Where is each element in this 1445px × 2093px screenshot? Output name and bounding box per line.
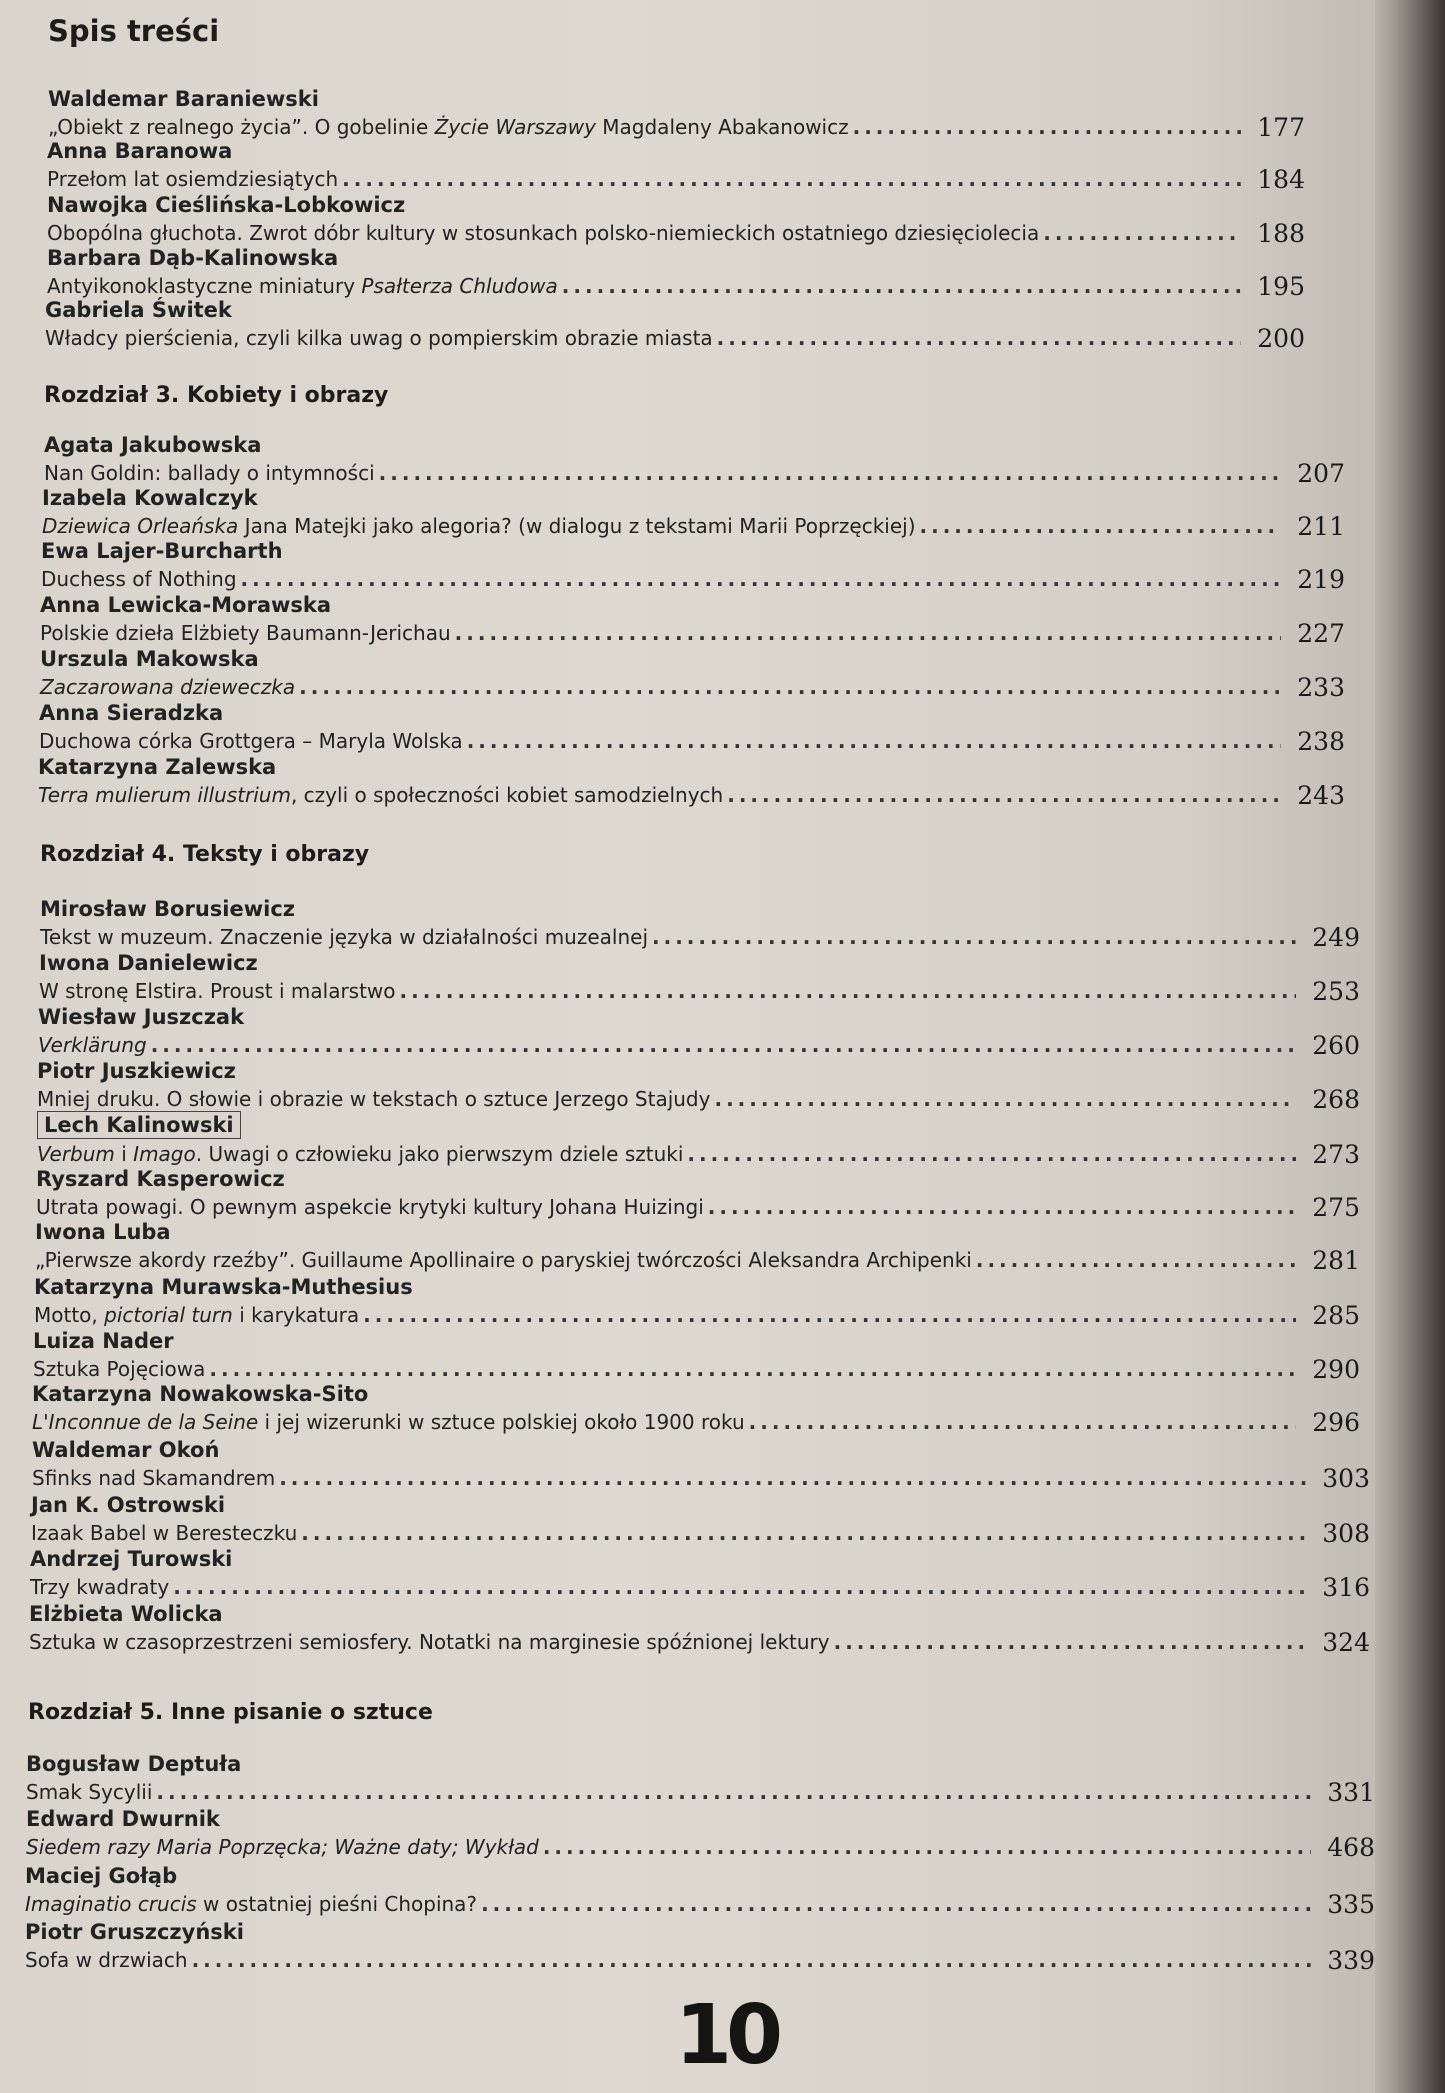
toc-entry xyxy=(26,1806,1375,1860)
dot-leader xyxy=(241,566,1281,592)
toc-entry xyxy=(31,1492,1370,1546)
toc-entry xyxy=(44,432,1345,486)
entry-title: Verklärung xyxy=(38,1033,147,1057)
entry-page-number: 303 xyxy=(1322,1464,1370,1493)
entry-title: Władcy pierścienia, czyli kilka uwag o pompierskim obrazie miasta xyxy=(45,326,713,350)
entry-page-number: 335 xyxy=(1327,1890,1375,1919)
entry-title: Verbum i Imago. Uwagi o człowieku jako pierwszym dziele sztuki xyxy=(37,1142,684,1166)
entry-page-number: 260 xyxy=(1312,1031,1360,1060)
toc-entry xyxy=(38,754,1345,808)
entry-title: Izaak Babel w Beresteczku xyxy=(31,1521,298,1545)
entry-author: Maciej Gołąb xyxy=(25,1864,178,1888)
entry-author: Piotr Juszkiewicz xyxy=(37,1059,236,1083)
entry-title: Smak Sycylii xyxy=(26,1780,153,1804)
toc-entry xyxy=(40,646,1345,700)
entry-title: „Obiekt z realnego życia”. O gobelinie Życie Warszawy Magdaleny Abakanowicz xyxy=(48,115,849,139)
toc-entry xyxy=(47,138,1305,192)
entry-author: Barbara Dąb-Kalinowska xyxy=(47,246,339,270)
dot-leader xyxy=(920,513,1281,539)
entry-page-number: 195 xyxy=(1257,272,1305,301)
entry-title: Duchowa córka Grottgera – Maryla Wolska xyxy=(39,729,463,753)
chapter-heading: Rozdział 4. Teksty i obrazy xyxy=(40,842,370,867)
entry-author: Agata Jakubowska xyxy=(44,433,262,457)
entry-page-number: 243 xyxy=(1297,781,1345,810)
toc-entry xyxy=(40,592,1345,646)
entry-author: Gabriela Świtek xyxy=(45,298,232,322)
entry-page-number: 249 xyxy=(1312,923,1360,952)
entry-page-number: 211 xyxy=(1297,512,1345,541)
dot-leader xyxy=(342,166,1241,192)
chapter-heading: Rozdział 3. Kobiety i obrazy xyxy=(44,383,389,408)
entry-author: Iwona Luba xyxy=(35,1220,171,1244)
entry-author: Andrzej Turowski xyxy=(30,1547,233,1571)
entry-page-number: 285 xyxy=(1312,1301,1360,1330)
dot-leader xyxy=(173,1574,1306,1600)
entry-title: Sfinks nad Skamandrem xyxy=(32,1466,276,1490)
toc-entry xyxy=(34,1274,1360,1328)
entry-author: Elżbieta Wolicka xyxy=(29,1602,223,1626)
entry-author: Jan K. Ostrowski xyxy=(31,1493,226,1517)
entry-author: Urszula Makowska xyxy=(40,647,259,671)
dot-leader xyxy=(279,1465,1306,1491)
toc-entry xyxy=(26,1751,1375,1805)
chapter-heading: Rozdział 5. Inne pisanie o sztuce xyxy=(28,1700,433,1725)
toc-entry xyxy=(37,1058,1360,1112)
toc-entry xyxy=(41,538,1345,592)
dot-leader xyxy=(1043,220,1241,246)
entry-author: Iwona Danielewicz xyxy=(39,951,258,975)
entry-title: Utrata powagi. O pewnym aspekcie krytyki kultury Johana Huizingi xyxy=(36,1195,704,1219)
toc-entry xyxy=(39,700,1345,754)
entry-page-number: 296 xyxy=(1312,1408,1360,1437)
toc-entry xyxy=(29,1601,1370,1655)
entry-page-number: 238 xyxy=(1297,727,1345,756)
entry-author: Wiesław Juszczak xyxy=(38,1005,245,1029)
toc-entry xyxy=(47,245,1305,299)
toc-entry xyxy=(48,86,1305,140)
entry-page-number: 281 xyxy=(1312,1246,1360,1275)
entry-title: Motto, pictorial turn i karykatura xyxy=(34,1303,360,1327)
dot-leader xyxy=(192,1947,1311,1973)
entry-title: Zaczarowana dzieweczka xyxy=(40,675,296,699)
toc-entry xyxy=(38,1004,1360,1058)
toc-entry xyxy=(39,950,1360,1004)
dot-leader xyxy=(708,1194,1296,1220)
entry-author: Piotr Gruszczyński xyxy=(25,1920,244,1944)
page-number: 10 xyxy=(675,1988,778,2083)
entry-page-number: 184 xyxy=(1257,165,1305,194)
dot-leader xyxy=(717,325,1241,351)
entry-title: Siedem razy Maria Poprzęcka; Ważne daty; Wykład xyxy=(26,1835,539,1859)
dot-leader xyxy=(543,1834,1311,1860)
entry-author: Katarzyna Murawska-Muthesius xyxy=(34,1275,413,1299)
dot-leader xyxy=(400,978,1296,1004)
toc-entry xyxy=(33,1328,1360,1382)
toc-entry xyxy=(36,1166,1360,1220)
dot-leader xyxy=(481,1891,1311,1917)
entry-page-number: 227 xyxy=(1297,619,1345,648)
entry-page-number: 275 xyxy=(1312,1193,1360,1222)
entry-title: Dziewica Orleańska Jana Matejki jako alegoria? (w dialogu z tekstami Marii Poprzęckiej) xyxy=(42,514,916,538)
entry-page-number: 268 xyxy=(1312,1085,1360,1114)
dot-leader xyxy=(299,674,1281,700)
entry-title: Sofa w drzwiach xyxy=(25,1948,188,1972)
entry-page-number: 200 xyxy=(1257,324,1305,353)
entry-author: Ewa Lajer-Burcharth xyxy=(41,539,283,563)
entry-title: Duchess of Nothing xyxy=(41,567,237,591)
dot-leader xyxy=(853,114,1241,140)
entry-author: Edward Dwurnik xyxy=(26,1807,220,1831)
entry-title: Imaginatio crucis w ostatniej pieśni Chopina? xyxy=(25,1892,478,1916)
entry-title: Trzy kwadraty xyxy=(30,1575,170,1599)
toc-entry xyxy=(32,1381,1360,1435)
entry-page-number: 331 xyxy=(1327,1778,1375,1807)
entry-title: L'Inconnue de la Seine i jej wizerunki w sztuce polskiej około 1900 roku xyxy=(32,1410,745,1434)
dot-leader xyxy=(467,728,1281,754)
toc-entry xyxy=(42,485,1345,539)
page-edge-shadow xyxy=(1375,0,1445,2093)
dot-leader xyxy=(151,1032,1296,1058)
dot-leader xyxy=(455,620,1281,646)
toc-entry xyxy=(47,192,1305,246)
dot-leader xyxy=(156,1779,1311,1805)
dot-leader xyxy=(976,1247,1296,1273)
dot-leader xyxy=(714,1086,1296,1112)
entry-author: Anna Lewicka-Morawska xyxy=(40,593,332,617)
entry-page-number: 177 xyxy=(1257,113,1305,142)
entry-title: Przełom lat osiemdziesiątych xyxy=(47,167,339,191)
entry-page-number: 308 xyxy=(1322,1519,1370,1548)
entry-author: Anna Baranowa xyxy=(47,139,233,163)
entry-title: Tekst w muzeum. Znaczenie języka w działalności muzealnej xyxy=(40,925,649,949)
entry-title: Obopólna głuchota. Zwrot dóbr kultury w stosunkach polsko-niemieckich ostatniego dziesięciolecia xyxy=(47,221,1040,245)
entry-page-number: 207 xyxy=(1297,459,1345,488)
entry-title: Terra mulierum illustrium, czyli o społeczności kobiet samodzielnych xyxy=(38,783,724,807)
entry-page-number: 253 xyxy=(1312,977,1360,1006)
dot-leader xyxy=(562,273,1241,299)
entry-page-number: 324 xyxy=(1322,1628,1370,1657)
entry-page-number: 316 xyxy=(1322,1573,1370,1602)
toc-entry xyxy=(25,1919,1375,1973)
dot-leader xyxy=(379,460,1281,486)
entry-title: Nan Goldin: ballady o intymności xyxy=(44,461,375,485)
entry-author: Ryszard Kasperowicz xyxy=(36,1167,285,1191)
entry-author: Lech Kalinowski xyxy=(37,1111,241,1139)
dot-leader xyxy=(301,1520,1306,1546)
dot-leader xyxy=(834,1629,1306,1655)
entry-title: Sztuka w czasoprzestrzeni semiosfery. Notatki na marginesie spóźnionej lektury xyxy=(29,1630,830,1654)
dot-leader xyxy=(749,1409,1296,1435)
entry-author: Luiza Nader xyxy=(33,1329,174,1353)
entry-page-number: 468 xyxy=(1327,1833,1375,1862)
toc-entry xyxy=(32,1437,1370,1491)
entry-title: Sztuka Pojęciowa xyxy=(33,1357,206,1381)
entry-title: „Pierwsze akordy rzeźby”. Guillaume Apollinaire o paryskiej twórczości Aleksandra Archipenki xyxy=(35,1248,972,1272)
toc-entry xyxy=(30,1546,1370,1600)
toc-entry xyxy=(35,1219,1360,1273)
toc-entry xyxy=(45,297,1305,351)
entry-title: Polskie dzieła Elżbiety Baumann-Jerichau xyxy=(40,621,451,645)
dot-leader xyxy=(652,924,1296,950)
entry-author: Izabela Kowalczyk xyxy=(42,486,258,510)
entry-title: W stronę Elstira. Proust i malarstwo xyxy=(39,979,396,1003)
entry-page-number: 233 xyxy=(1297,673,1345,702)
toc-entry xyxy=(37,1113,1360,1167)
dot-leader xyxy=(687,1141,1296,1167)
toc-entry xyxy=(25,1863,1375,1917)
entry-author: Nawojka Cieślińska-Lobkowicz xyxy=(47,193,406,217)
toc-entry xyxy=(40,896,1360,950)
dot-leader xyxy=(363,1302,1296,1328)
entry-author: Waldemar Okoń xyxy=(32,1438,220,1462)
entry-author: Katarzyna Zalewska xyxy=(38,755,277,779)
entry-page-number: 290 xyxy=(1312,1355,1360,1384)
entry-author: Waldemar Baraniewski xyxy=(48,87,319,111)
entry-page-number: 339 xyxy=(1327,1946,1375,1975)
entry-page-number: 273 xyxy=(1312,1140,1360,1169)
entry-author: Katarzyna Nowakowska-Sito xyxy=(32,1382,369,1406)
entry-title: Mniej druku. O słowie i obrazie w tekstach o sztuce Jerzego Stajudy xyxy=(37,1087,711,1111)
entry-page-number: 188 xyxy=(1257,219,1305,248)
dot-leader xyxy=(727,782,1281,808)
dot-leader xyxy=(209,1356,1296,1382)
page-title: Spis treści xyxy=(48,14,220,48)
entry-author: Bogusław Deptuła xyxy=(26,1752,242,1776)
entry-title: Antyikonoklastyczne miniatury Psałterza Chludowa xyxy=(47,274,558,298)
entry-author: Anna Sieradzka xyxy=(39,701,224,725)
entry-author: Mirosław Borusiewicz xyxy=(40,897,296,921)
entry-page-number: 219 xyxy=(1297,565,1345,594)
